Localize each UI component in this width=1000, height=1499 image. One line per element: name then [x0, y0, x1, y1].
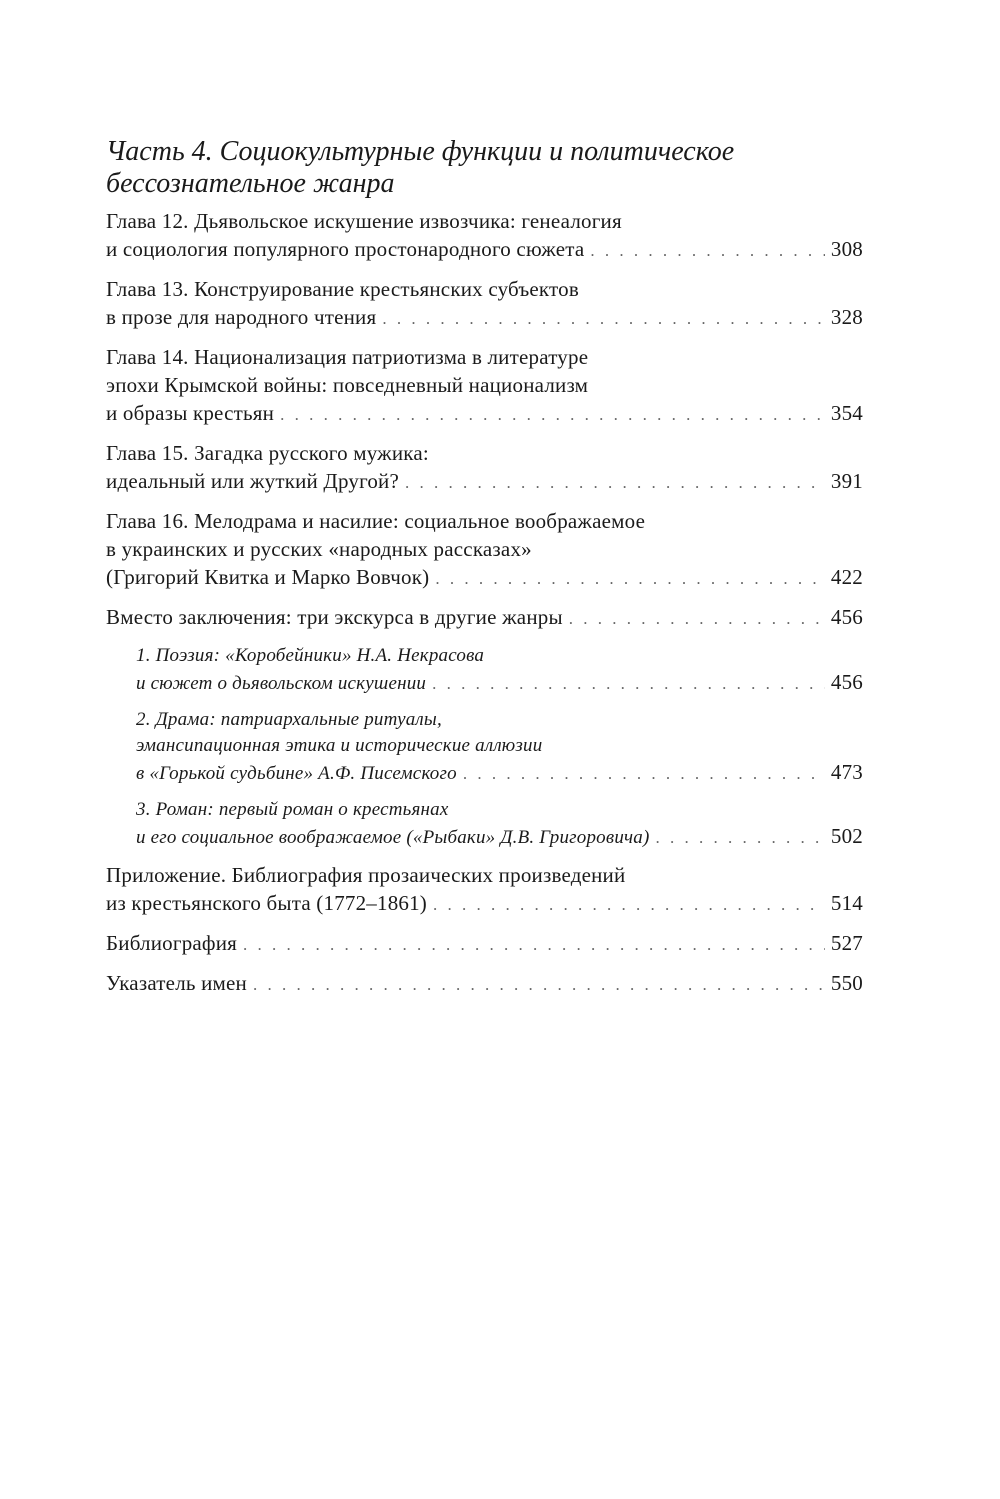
entry-text-line: Библиография [106, 931, 238, 955]
page-number: 456 [830, 605, 863, 629]
entry-text-line: (Григорий Квитка и Марко Вовчок) [106, 565, 430, 589]
dot-leader [433, 891, 825, 919]
page-number: 502 [830, 824, 863, 848]
toc-entry-name-index[interactable] [106, 969, 863, 999]
entry-text-line: и сюжет о дьявольском искушении [136, 673, 427, 694]
dot-leader [405, 469, 825, 497]
page-number: 328 [830, 305, 863, 329]
dot-leader [253, 971, 825, 999]
page-number: 456 [830, 670, 863, 694]
page-number: 514 [830, 891, 863, 915]
entry-text-line: в «Горькой судьбине» А.Ф. Писемского [136, 763, 457, 784]
page-number: 391 [830, 469, 863, 493]
toc-subentry-drama[interactable] [106, 707, 863, 787]
part-title [106, 136, 866, 200]
entry-text-line: в прозе для народного чтения [106, 305, 377, 329]
dot-leader [280, 401, 825, 429]
entry-text-line: Глава 15. Загадка русского мужика: [106, 441, 429, 465]
page-number: 550 [830, 971, 863, 995]
entry-text-line: Указатель имен [106, 971, 247, 995]
toc-entry-chapter-16[interactable] [106, 507, 863, 593]
toc-subentry-poetry[interactable] [106, 643, 863, 697]
entry-text-line: 2. Драма: патриархальные ритуалы, [136, 709, 442, 730]
toc-entry-chapter-12[interactable] [106, 207, 863, 265]
part-title-line-1: Часть 4. Социокультурные функции и политическое [106, 136, 735, 167]
entry-text-line: идеальный или жуткий Другой? [106, 469, 400, 493]
toc-entry-chapter-13[interactable] [106, 275, 863, 333]
page-number: 527 [830, 931, 863, 955]
toc-entry-conclusion[interactable] [106, 603, 863, 633]
part-title-line-2: бессознательное жанра [106, 168, 395, 199]
dot-leader [382, 305, 825, 333]
toc-entry-chapter-14[interactable] [106, 343, 863, 429]
page-number: 473 [830, 760, 863, 784]
dot-leader [463, 761, 825, 787]
toc-subentry-novel[interactable] [106, 797, 863, 851]
dot-leader [243, 931, 825, 959]
page-number: 422 [830, 565, 863, 589]
entry-text-line: 1. Поэзия: «Коробейники» Н.А. Некрасова [136, 645, 485, 666]
entry-text-line: Глава 16. Мелодрама и насилие: социальное воображаемое [106, 509, 646, 533]
toc-entry-chapter-15[interactable] [106, 439, 863, 497]
entry-text-line: Глава 13. Конструирование крестьянских субъектов [106, 277, 579, 301]
entry-text-line: 3. Роман: первый роман о крестьянах [136, 799, 449, 820]
entry-text-line: и его социальное воображаемое («Рыбаки» Д.В. Григоровича) [136, 827, 650, 848]
page-number: 308 [830, 237, 863, 261]
entry-text-line: и социология популярного простонародного сюжета [106, 237, 585, 261]
dot-leader [590, 237, 824, 265]
entry-text-line: из крестьянского быта (1772–1861) [106, 891, 427, 915]
entry-text-line: Приложение. Библиография прозаических произведений [106, 863, 626, 887]
entry-text-line: в украинских и русских «народных рассказах» [106, 537, 532, 561]
entry-text-line: и образы крестьян [106, 401, 275, 425]
dot-leader [435, 565, 825, 593]
entry-text-line: эмансипационная этика и исторические аллюзии [136, 735, 543, 756]
entry-text-line: эпохи Крымской войны: повседневный национализм [106, 373, 589, 397]
entry-text-line: Глава 14. Национализация патриотизма в литературе [106, 345, 589, 369]
table-of-contents [106, 207, 863, 1009]
entry-text-line: Глава 12. Дьявольское искушение извозчика: генеалогия [106, 209, 622, 233]
dot-leader [432, 671, 825, 697]
dot-leader [656, 825, 825, 851]
toc-entry-appendix[interactable] [106, 861, 863, 919]
page-number: 354 [830, 401, 863, 425]
dot-leader [569, 605, 825, 633]
toc-entry-bibliography[interactable] [106, 929, 863, 959]
entry-text-line: Вместо заключения: три экскурса в другие жанры [106, 605, 563, 629]
